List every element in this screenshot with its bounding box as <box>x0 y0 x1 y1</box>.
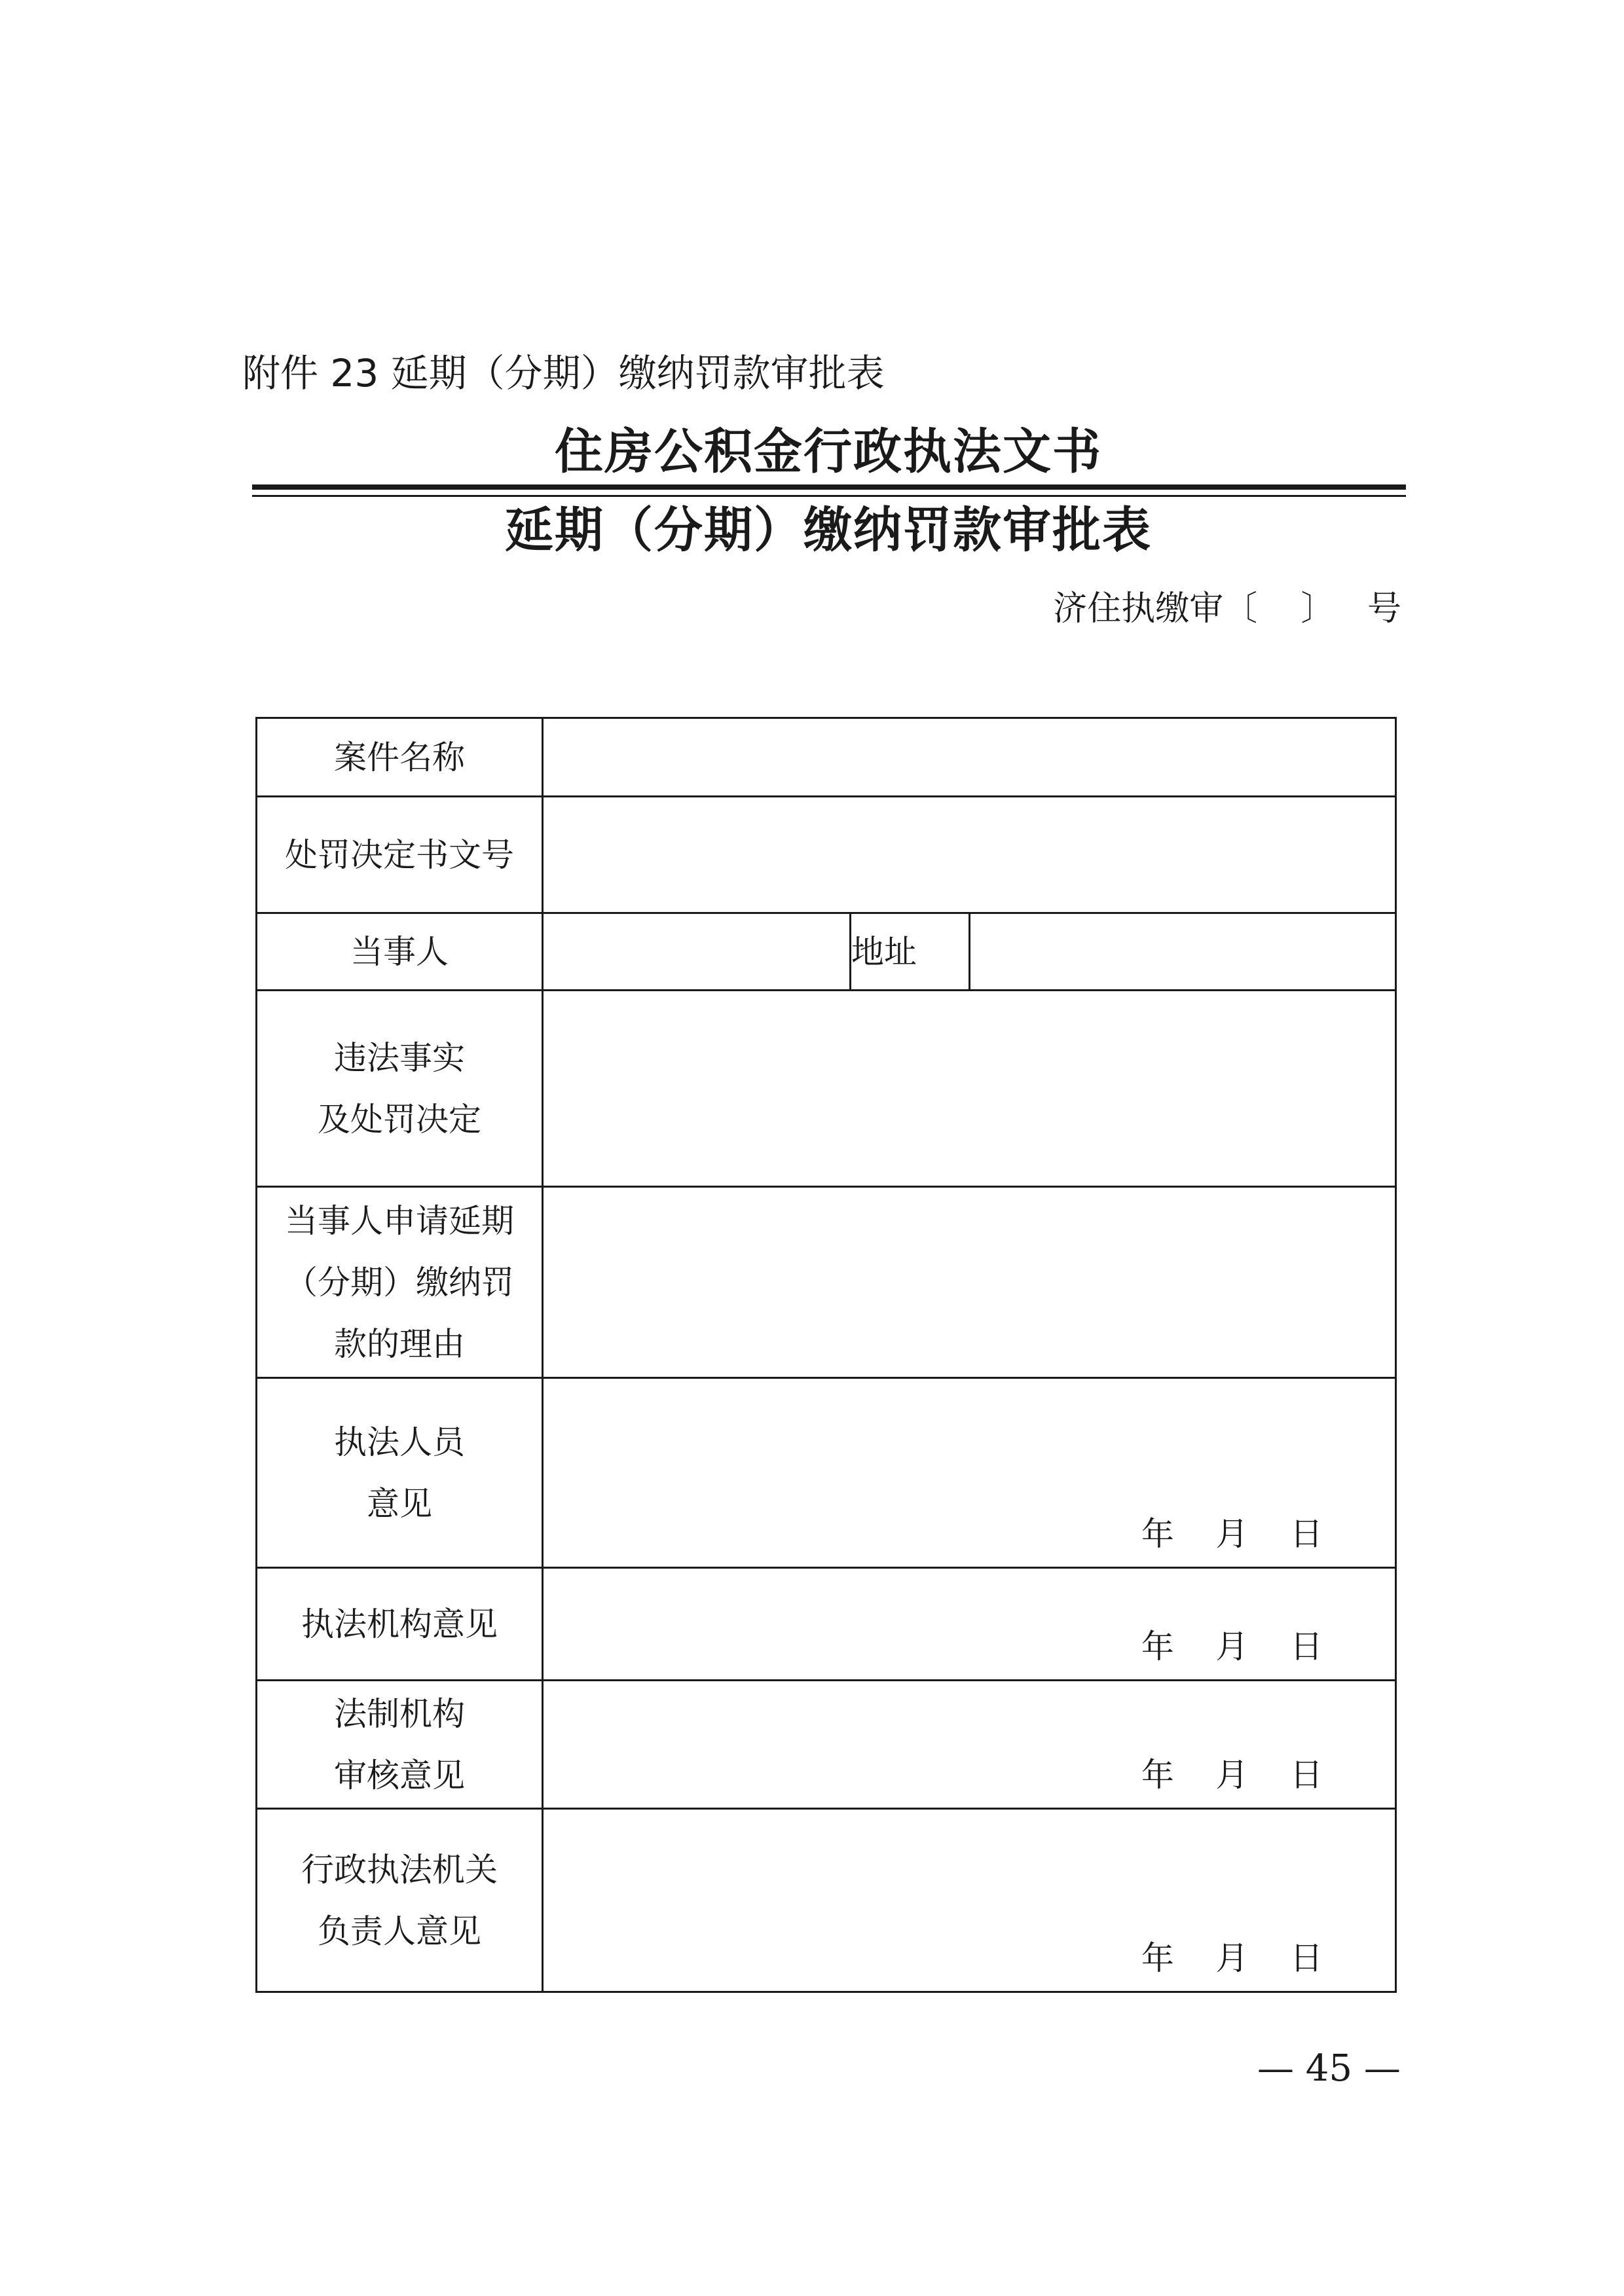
party-field[interactable] <box>543 913 851 991</box>
case-name-label: 案件名称 <box>257 718 543 797</box>
reason-field[interactable] <box>543 1187 1396 1378</box>
attachment-title: 附件 23 延期（分期）缴纳罚款审批表 <box>242 351 885 395</box>
legal-review-date: 年 月 日 <box>1141 1756 1323 1794</box>
decision-number-field[interactable] <box>543 797 1396 913</box>
reason-label: 当事人申请延期 （分期）缴纳罚 款的理由 <box>257 1187 543 1378</box>
agency-opinion-label: 执法机构意见 <box>257 1568 543 1681</box>
page-number: — 45 — <box>1257 2047 1401 2090</box>
address-label: 地址 <box>851 913 970 991</box>
agency-opinion-date: 年 月 日 <box>1141 1628 1323 1666</box>
document-number: 济住执缴审〔 〕 号 <box>1053 589 1401 629</box>
header-rule-thin <box>252 495 1406 497</box>
form-title: 延期（分期）缴纳罚款审批表 <box>505 502 1152 558</box>
approval-form-table <box>255 717 1397 1993</box>
officer-opinion-field[interactable] <box>543 1378 1396 1568</box>
document-category-heading: 住房公积金行政执法文书 <box>555 424 1102 480</box>
head-opinion-label: 行政执法机关 负责人意见 <box>257 1809 543 1992</box>
head-opinion-date: 年 月 日 <box>1141 1939 1323 1977</box>
facts-field[interactable] <box>543 991 1396 1187</box>
party-label: 当事人 <box>257 913 543 991</box>
officer-opinion-label: 执法人员 意见 <box>257 1378 543 1568</box>
decision-number-label: 处罚决定书文号 <box>257 797 543 913</box>
legal-review-label: 法制机构 审核意见 <box>257 1681 543 1809</box>
officer-opinion-date: 年 月 日 <box>1141 1515 1323 1553</box>
head-opinion-field[interactable] <box>543 1809 1396 1992</box>
facts-label: 违法事实 及处罚决定 <box>257 991 543 1187</box>
address-field[interactable] <box>970 913 1396 991</box>
agency-opinion-field[interactable] <box>543 1568 1396 1681</box>
case-name-field[interactable] <box>543 718 1396 797</box>
header-rule-thick <box>252 484 1406 490</box>
legal-review-field[interactable] <box>543 1681 1396 1809</box>
